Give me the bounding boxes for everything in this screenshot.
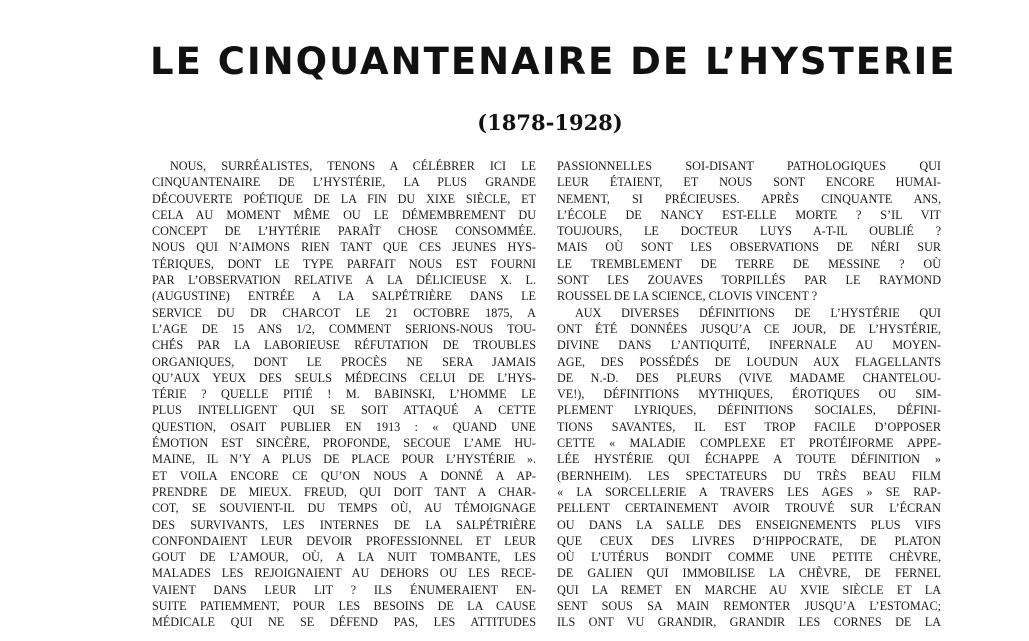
text-line: CELA AU MOMENT MÊME OU LE DÉMEMBREMENT DU	[152, 207, 536, 222]
text-line: LEUR ÉTAIENT, ET NOUS SONT ENCORE HUMAI-	[557, 175, 941, 190]
text-line: OU DANS LA SALLE DES ENSEIGNEMENTS PLUS VIFS	[557, 517, 941, 532]
text-line: ONT ÉTÉ DONNÉES JUSQU’A CE JOUR, DE L’HYSTÉRIE,	[557, 321, 941, 336]
text-line: MÉDICALE QUI NE SE DÉFEND PAS, LES ATTITUDES	[152, 615, 536, 630]
text-line: PLUS INTELLIGENT QUI SE SOIT ATTAQUÉ A CETTE	[152, 403, 536, 418]
text-line: ORGANIQUES, DONT LE PROCÈS NE SERA JAMAIS	[152, 354, 536, 369]
text-line: SUITE PATIEMMENT, POUR LES BESOINS DE LA CAUSE	[152, 599, 536, 614]
text-line: (BERNHEIM). LES SPECTATEURS DU TRÈS BEAU FILM	[557, 468, 941, 483]
text-line: NEMENT, SI PRÉCIEUSES. APRÈS CINQUANTE ANS,	[557, 191, 941, 206]
text-line: ILS ONT VU GRANDIR, GRANDIR LES CORNES DE LA	[557, 615, 941, 630]
text-line: ÉMOTION EST SINCÈRE, PROFONDE, SECOUE L’AME HU-	[152, 436, 536, 451]
text-line: QUI LA REMET EN MARCHE AU XVIE SIÈCLE ET LA	[557, 582, 941, 597]
article-dates: (1878-1928)	[477, 110, 623, 135]
text-line: COT, SE SOUVIENT-IL DU TEMPS OÙ, AU TÉMOIGNAGE	[152, 501, 536, 516]
left-column	[152, 158, 536, 631]
text-line: L’AGE DE 15 ANS 1/2, COMMENT SERIONS-NOUS TOU-	[152, 321, 536, 336]
text-line: CINQUANTENAIRE DE L’HYSTÉRIE, LA PLUS GRANDE	[152, 175, 536, 190]
text-line: TIONS SAVANTES, IL EST TROP FACILE D’OPPOSER	[557, 419, 941, 434]
text-line: DIVINE DANS L’ANTIQUITÉ, INFERNALE AU MOYEN-	[557, 338, 941, 353]
text-line: TÉRIE ? QUELLE PITIÉ ! M. BABINSKI, L’HOMME LE	[152, 387, 536, 402]
text-line: QU’AUX YEUX DES SEULS MÉDECINS CELUI DE L’HYS-	[152, 370, 536, 385]
text-line: SONT LES ZOUAVES TORPILLÉS PAR LE RAYMOND	[557, 273, 941, 288]
text-line: L’ÉCOLE DE NANCY EST-ELLE MORTE ? S’IL VIT	[557, 207, 941, 222]
right-column	[557, 158, 941, 631]
text-line: DE N.-D. DES PLEURS (VIVE MADAME CHANTELOU-	[557, 370, 941, 385]
text-line: CONCEPT DE L’HYTÉRIE PARAÎT CHOSE CONSOMMÉE.	[152, 224, 536, 239]
text-line: AGE, DES POSSÉDÉS DE LOUDUN AUX FLAGELLANTS	[557, 354, 941, 369]
text-line: QUESTION, OSAIT PUBLIER EN 1913 : « QUAND UNE	[152, 419, 536, 434]
text-line: ET VOILA ENCORE CE QU’ON NOUS A DONNÉ A AP-	[152, 468, 536, 483]
text-line: PLEMENT LYRIQUES, DÉFINITIONS SOCIALES, DÉFINI-	[557, 403, 941, 418]
text-line: CONFONDAIENT LEUR DEVOIR PROFESSIONNEL ET LEUR	[152, 533, 536, 548]
text-line: DES SURVIVANTS, LES INTERNES DE LA SALPÉTRIÈRE	[152, 517, 536, 532]
text-line: (AUGUSTINE) ENTRÉE A LA SALPÉTRIÈRE DANS LE	[152, 289, 536, 304]
text-line: TOUJOURS, LE DOCTEUR LUYS A-T-IL OUBLIÉ ?	[557, 224, 941, 239]
text-line: VE!), DÉFINITIONS MYTHIQUES, ÉROTIQUES OU SIM-	[557, 387, 941, 402]
text-line: NOUS QUI N’AIMONS RIEN TANT QUE CES JEUNES HYS-	[152, 240, 536, 255]
text-line: MAINE, IL N’Y A PLUS DE PLACE POUR L’HYSTÉRIE ».	[152, 452, 536, 467]
article-title: LE CINQUANTENAIRE DE L’HYSTERIE	[150, 40, 957, 83]
text-line: VAIENT DANS LEUR LIT ? ILS ÉNUMERAIENT EN-	[152, 582, 536, 597]
text-line: CETTE « MALADIE COMPLEXE ET PROTÉIFORME APPE-	[557, 436, 941, 451]
text-line: PELLENT CERTAINEMENT AVOIR TROUVÉ SUR L’ÉCRAN	[557, 501, 941, 516]
text-line: OÙ L’UTÉRUS BONDIT COMME UNE PETITE CHÈVRE,	[557, 550, 941, 565]
text-line: ROUSSEL DE LA SCIENCE, CLOVIS VINCENT ?	[557, 289, 818, 304]
text-line: PAR L’OBSERVATION RELATIVE A LA DÉLICIEUSE X. L.	[152, 273, 536, 288]
text-line: LE TREMBLEMENT DE TERRE DE MESSINE ? OÙ	[557, 256, 941, 271]
text-line: MAIS OÙ SONT LES OBSERVATIONS DE NÉRI SUR	[557, 240, 941, 255]
text-line: AUX DIVERSES DÉFINITIONS DE L’HYSTÉRIE QUI	[575, 305, 941, 320]
text-line: DE GALIEN QUI IMMOBILISE LA CHÈVRE, DE FERNEL	[557, 566, 941, 581]
text-line: SENT SOUS SA MAIN REMONTER JUSQU’A L’ESTOMAC;	[557, 599, 941, 614]
text-line: PRENDRE DE MIEUX. FREUD, QUI DOIT TANT A CHAR-	[152, 484, 536, 499]
text-line: « LA SORCELLERIE A TRAVERS LES AGES » SE RAP-	[557, 484, 941, 499]
text-line: QUE CEUX DES LIVRES D’HIPPOCRATE, DE PLATON	[557, 533, 941, 548]
text-line: GOUT DE L’AMOUR, OÙ, A LA NUIT TOMBANTE, LES	[152, 550, 536, 565]
text-line: TÉRIQUES, DONT LE TYPE PARFAIT NOUS EST FOURNI	[152, 256, 536, 271]
text-line: SERVICE DU DR CHARCOT LE 21 OCTOBRE 1875, A	[152, 305, 536, 320]
text-line: PASSIONNELLES SOI-DISANT PATHOLOGIQUES QUI	[557, 159, 941, 173]
text-line: LÉE HYSTÉRIE QUI ÉCHAPPE A TOUTE DÉFINITION »	[557, 452, 941, 467]
text-line: DÉCOUVERTE POÉTIQUE DE LA FIN DU XIXE SIÈCLE, ET	[152, 191, 536, 206]
text-line: MALADES LES REJOIGNAIENT AU DEHORS OU LES RECE-	[152, 566, 536, 581]
text-line: CHÉS PAR LA LABORIEUSE RÉFUTATION DE TROUBLES	[152, 338, 536, 353]
text-line: NOUS, SURRÉALISTES, TENONS A CÉLÉBRER ICI LE	[170, 159, 536, 173]
